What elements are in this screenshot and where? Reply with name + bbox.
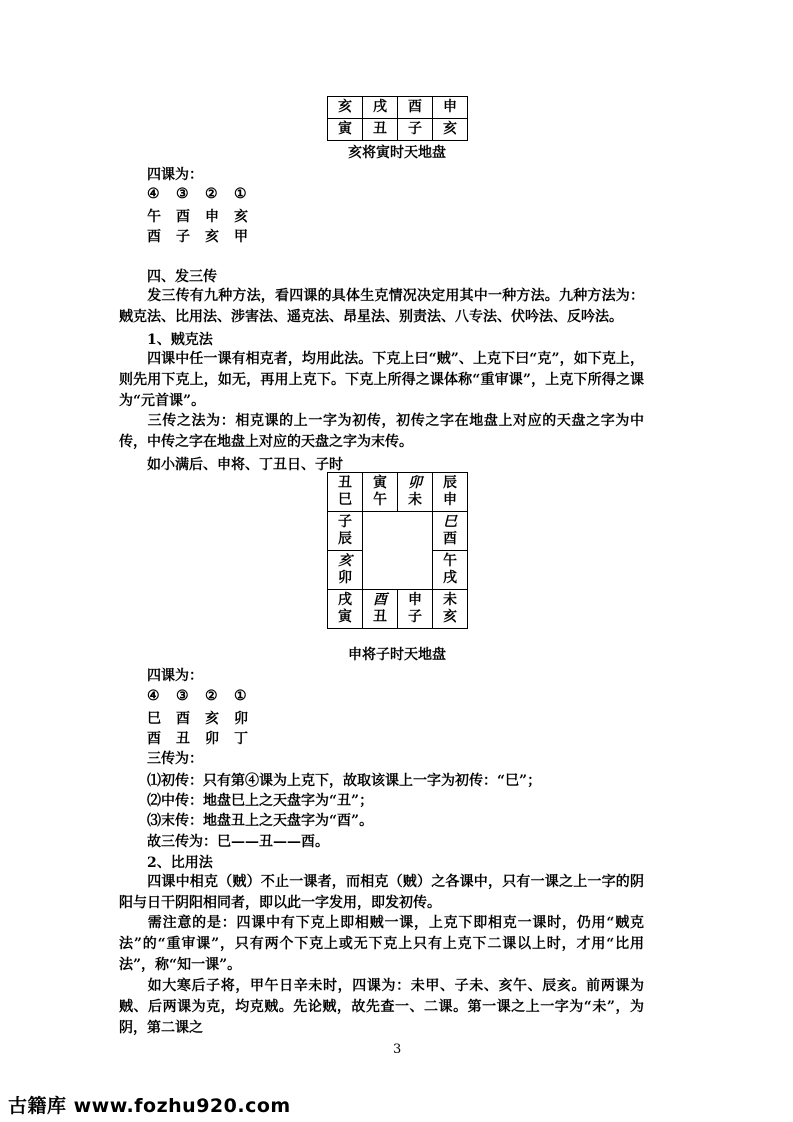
board-cell: 寅 (328, 119, 363, 141)
sike-char: 申 (205, 209, 219, 225)
sike-char: 酉 (147, 731, 161, 747)
sike-char: 甲 (234, 229, 248, 245)
sike-char: 亥 (205, 229, 219, 245)
sanchuan-item: ⑶末传：地盘丑上之天盘字为“酉”。 (147, 813, 374, 829)
sike-char: 午 (147, 209, 161, 225)
sike-label: 四课为： (147, 668, 203, 684)
tiandi-board-table (327, 472, 468, 629)
sike-char: 丑 (176, 731, 190, 747)
paragraph: 三传之法为：相克课的上一字为初传，初传之字在地盘上对应的天盘之字为中传，中传之字在地盘上对应的天盘之字为末传。 (119, 413, 644, 450)
board-cell: 酉 丑 (363, 590, 398, 629)
top-board-table (327, 96, 468, 141)
sike-numbers (147, 688, 263, 704)
sike-char: 亥 (234, 209, 248, 225)
sike-num: ③ (176, 688, 189, 704)
board-cell: 戌 寅 (328, 590, 363, 629)
subsection-heading: 2、比用法 (147, 855, 213, 871)
sike-char: 卯 (205, 731, 219, 747)
paragraph: 如大寒后子将，甲午日辛未时，四课为：未甲、子未、亥午、辰亥。前两课为贼、后两课为克，均克贼。先论贼，故先查一、二课。第一课之上一字为“未”，为阴，第二课之 (119, 978, 644, 1036)
paragraph: 四课中相克（贼）不止一课者，而相克（贼）之各课中，只有一课之上一字的阴阳与日干阴阳相同者，即以此一字发用，即发初传。 (119, 874, 644, 911)
board-center (363, 512, 433, 590)
sanchuan-result: 故三传为：巳——丑——酉。 (147, 834, 329, 850)
sike-char: 亥 (205, 711, 219, 727)
sike-num: ② (205, 688, 218, 704)
example-line: 如小满后、申将、丁丑日、子时 (147, 457, 343, 473)
sike-num: ① (234, 688, 247, 704)
sanchuan-label: 三传为： (147, 751, 203, 767)
sike-char: 子 (176, 229, 190, 245)
board-cell: 戌 (363, 97, 398, 119)
sike-row-lower (147, 226, 263, 246)
board-cell: 丑 (363, 119, 398, 141)
board-cell: 午 戌 (433, 551, 468, 590)
sike-char: 酉 (176, 209, 190, 225)
sike-label: 四课为： (147, 167, 203, 183)
sike-row-upper (147, 708, 263, 728)
sike-num: ② (205, 186, 218, 202)
footer-watermark: 古籍库 www.fozhu920.com (8, 1095, 291, 1117)
board-cell: 寅 午 (363, 473, 398, 512)
board-cell: 酉 (398, 97, 433, 119)
sike-char: 巳 (147, 711, 161, 727)
board-cell: 亥 (433, 119, 468, 141)
paragraph: 需注意的是：四课中有下克上即相贼一课，上克下即相克一课时，仍用“贼克法”的“重审课”，只有两个下克上或无下克上只有上克下二课以上时，才用“比用法”，称“知一课”。 (119, 915, 644, 973)
sike-numbers (147, 186, 263, 202)
board-cell: 子 辰 (328, 512, 363, 551)
board-cell: 申 (433, 97, 468, 119)
board-cell: 子 (398, 119, 433, 141)
sike-char: 卯 (234, 711, 248, 727)
board-cell: 亥 (328, 97, 363, 119)
board-cell: 巳 酉 (433, 512, 468, 551)
top-board-caption: 亥将寅时天地盘 (348, 145, 446, 161)
sanchuan-item: ⑵中传：地盘巳上之天盘字为“丑”； (147, 793, 374, 809)
board-cell: 卯 未 (398, 473, 433, 512)
board-cell: 亥 卯 (328, 551, 363, 590)
section-heading: 四、发三传 (147, 269, 217, 285)
board-cell: 申 子 (398, 590, 433, 629)
sike-num: ④ (147, 186, 160, 202)
board-cell: 丑 巳 (328, 473, 363, 512)
board-cell: 未 亥 (433, 590, 468, 629)
board-cell: 辰 申 (433, 473, 468, 512)
page-number: 3 (393, 1042, 402, 1057)
sanchuan-item: ⑴初传：只有第④课为上克下，故取该课上一字为初传：“巳”； (147, 773, 542, 789)
sike-char: 酉 (147, 229, 161, 245)
sike-num: ③ (176, 186, 189, 202)
sike-num: ① (234, 186, 247, 202)
subsection-heading: 1、贼克法 (147, 332, 213, 348)
sike-row-upper (147, 206, 263, 226)
sike-char: 丁 (234, 731, 248, 747)
sike-num: ④ (147, 688, 160, 704)
sike-row-lower (147, 728, 263, 748)
sike-char: 酉 (176, 711, 190, 727)
paragraph: 发三传有九种方法，看四课的具体生克情况决定用其中一种方法。九种方法为：贼克法、比用法、涉害法、遥克法、昂星法、别责法、八专法、伏吟法、反吟法。 (119, 288, 644, 325)
paragraph: 四课中任一课有相克者，均用此法。下克上曰“贼”、上克下曰“克”，如下克上，则先用下克上，如无，再用上克下。下克上所得之课体称“重审课”，上克下所得之课为“元首课”。 (119, 351, 644, 409)
tiandi-board-caption: 申将子时天地盘 (348, 647, 446, 663)
